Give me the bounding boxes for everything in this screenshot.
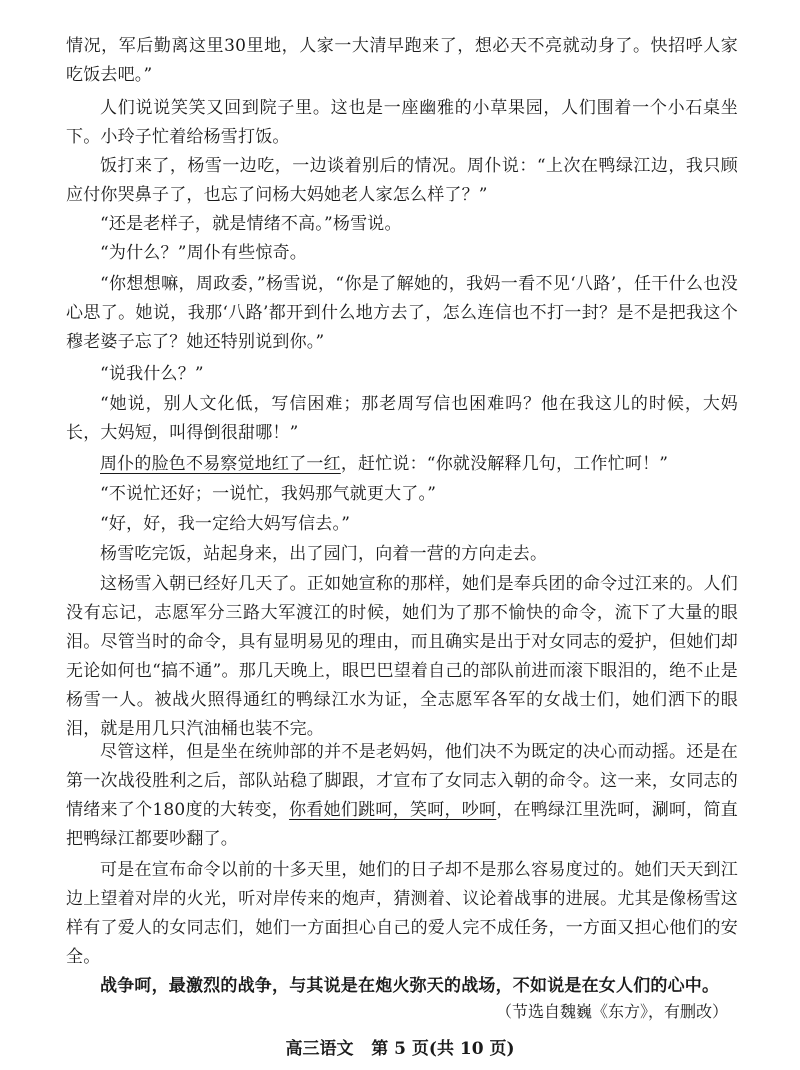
paragraph-1: 情况，军后勤离这里30里地，人家一大清早跑来了，想必天不亮就动身了。快招呼人家吃饭去吧。” bbox=[66, 36, 738, 85]
paragraph-9 bbox=[66, 450, 738, 479]
underlined-phrase: 周仆的脸色不易察觉地红了一红 bbox=[100, 454, 341, 474]
paragraph-12: 杨雪吃完饭，站起身来，出了园门，向着一营的方向走去。 bbox=[100, 544, 548, 564]
footer-subject: 高三语文 bbox=[285, 1039, 354, 1059]
paragraph-8: “她说，别人文化低，写信困难；那老周写信也困难吗？他在我这儿的时候，大妈长，大妈短，叫得倒很甜哪！” bbox=[66, 394, 738, 443]
footer-page-number: 第 5 页(共 10 页) bbox=[371, 1039, 515, 1059]
paragraph-2: 人们说说笑笑又回到院子里。这也是一座幽雅的小草果园，人们围着一个小石桌坐下。小玲子忙着给杨雪打饭。 bbox=[66, 98, 738, 147]
paragraph-6: “你想想嘛，周政委，”杨雪说，“你是了解她的，我妈一看不见‘八路’，任干什么也没心思了。她说，我那‘八路’都开到什么地方去了，怎么连信也不打一封？是不是把我这个穆老婆子忘了？她还特别说到你。” bbox=[66, 274, 738, 352]
paragraph-14-start: 尽管这样，但是坐在统帅部的并不是老妈妈，他们决不为既定的决心而动摇。还是在第一次战役胜利之后，部队站稳了脚跟，才宣布了女同志入朝的命令。这一来，女同志的情绪来了个180度的大转变， bbox=[66, 742, 738, 820]
paragraph-10: “不说忙还好；一说忙，我妈那气就更大了。” bbox=[100, 484, 437, 504]
paragraph-4: “还是老样子，就是情绪不高。”杨雪说。 bbox=[100, 214, 402, 234]
underlined-phrase: 你看她们跳呵，笑呵，吵呵 bbox=[289, 800, 497, 820]
page-footer bbox=[0, 1034, 800, 1059]
paragraph-15: 可是在宣布命令以前的十多天里，她们的日子却不是那么容易度过的。她们天天到江边上望着对岸的火光，听对岸传来的炮声，猜测着、议论着战事的进展。尤其是像杨雪这样有了爱人的女同志们，她们一方面担心自己的爱人完不成任务，一方面又担心他们的安全。 bbox=[66, 860, 738, 967]
paragraph-16: 战争呵，最激烈的战争，与其说是在炮火弥天的战场，不如说是在女人们的心中。 bbox=[100, 976, 720, 996]
paragraph-14 bbox=[66, 738, 738, 854]
paragraph-3: 饭打来了，杨雪一边吃，一边谈着别后的情况。周仆说：“上次在鸭绿江边，我只顾应付你哭鼻子了，也忘了问杨大妈她老人家怎么样了？” bbox=[66, 156, 738, 205]
source-citation: （节选自魏巍《东方》，有删改） bbox=[495, 1002, 728, 1021]
paragraph-9-rest: ，赶忙说：“你就没解释几句，工作忙呵！” bbox=[340, 454, 669, 474]
paragraph-5: “为什么？”周仆有些惊奇。 bbox=[100, 243, 307, 263]
paragraph-7: “说我什么？” bbox=[100, 364, 204, 384]
paragraph-13: 这杨雪入朝已经好几天了。正如她宣称的那样，她们是奉兵团的命令过江来的。人们没有忘记，志愿军分三路大军渡江的时候，她们为了那不愉快的命令，流下了大量的眼泪。尽管当时的命令，具有显明易见的理由，而且确实是出于对女同志的爱护，但她们却无论如何也“搞不通”。那几天晚上，眼巴巴望着自己的部队前进而滚下眼泪的，绝不止是杨雪一人。被战火照得通红的鸭绿江水为证，全志愿军各军的女战士们，她们洒下的眼泪，就是用几只汽油桶也装不完。 bbox=[66, 574, 738, 739]
paragraph-11: “好，好，我一定给大妈写信去。” bbox=[100, 514, 351, 534]
paragraph-14-rest: ，在鸭绿江里洗呵，涮呵，简直把鸭绿江都要吵翻了。 bbox=[66, 800, 739, 849]
